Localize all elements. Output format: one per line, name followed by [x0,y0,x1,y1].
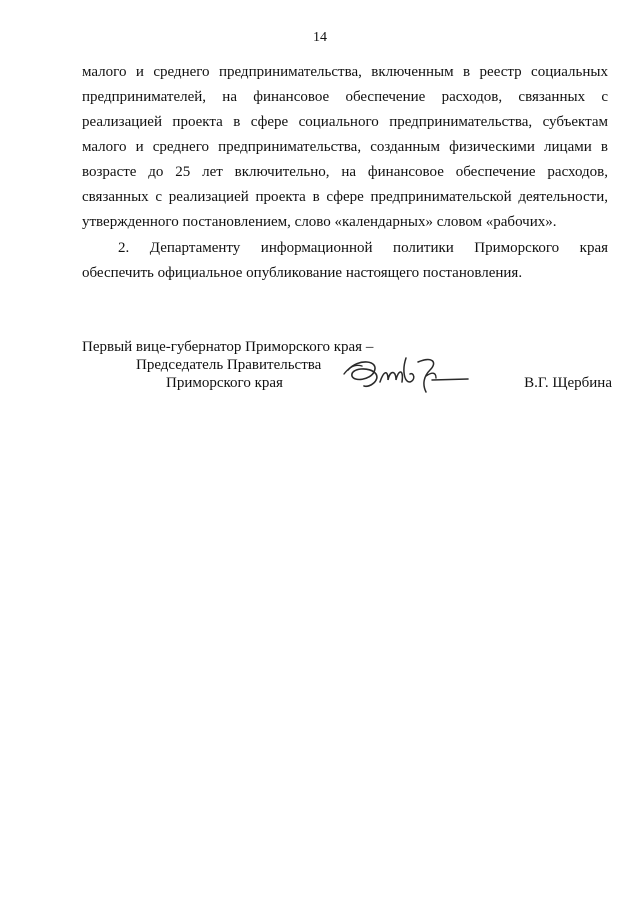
text-line: предпринимателей, на финансовое обеспечение расходов, связанных с [82,89,608,105]
page-number: 14 [313,30,327,45]
signatory-name: В.Г. Щербина [524,375,612,391]
text-line: утвержденного постановлением, слово «календарных» словом «рабочих». [82,214,557,230]
text-line: реализацией проекта в сфере социального предпринимательства, субъектам [82,114,608,130]
text-line: малого и среднего предпринимательства, включенным в реестр социальных [82,64,608,80]
text-line: малого и среднего предпринимательства, созданным физическими лицами в [82,139,608,155]
signatory-title-line2: Председатель Правительства [136,357,322,373]
signatory-title-line1: Первый вице-губернатор Приморского края – [82,339,374,355]
text-line: возрасте до 25 лет включительно, на финансовое обеспечение расходов, [82,164,608,180]
paragraph-amendment [82,60,608,235]
signature-block [82,338,612,408]
text-line: 2. Департаменту информационной политики Приморского края [118,240,608,256]
text-line: связанных с реализацией проекта в сфере предпринимательской деятельности, [82,189,608,205]
signatory-title-line3: Приморского края [166,375,283,391]
paragraph-publication [82,236,608,286]
handwritten-signature [340,352,470,398]
text-line: обеспечить официальное опубликование настоящего постановления. [82,265,523,281]
document-body [82,60,608,286]
